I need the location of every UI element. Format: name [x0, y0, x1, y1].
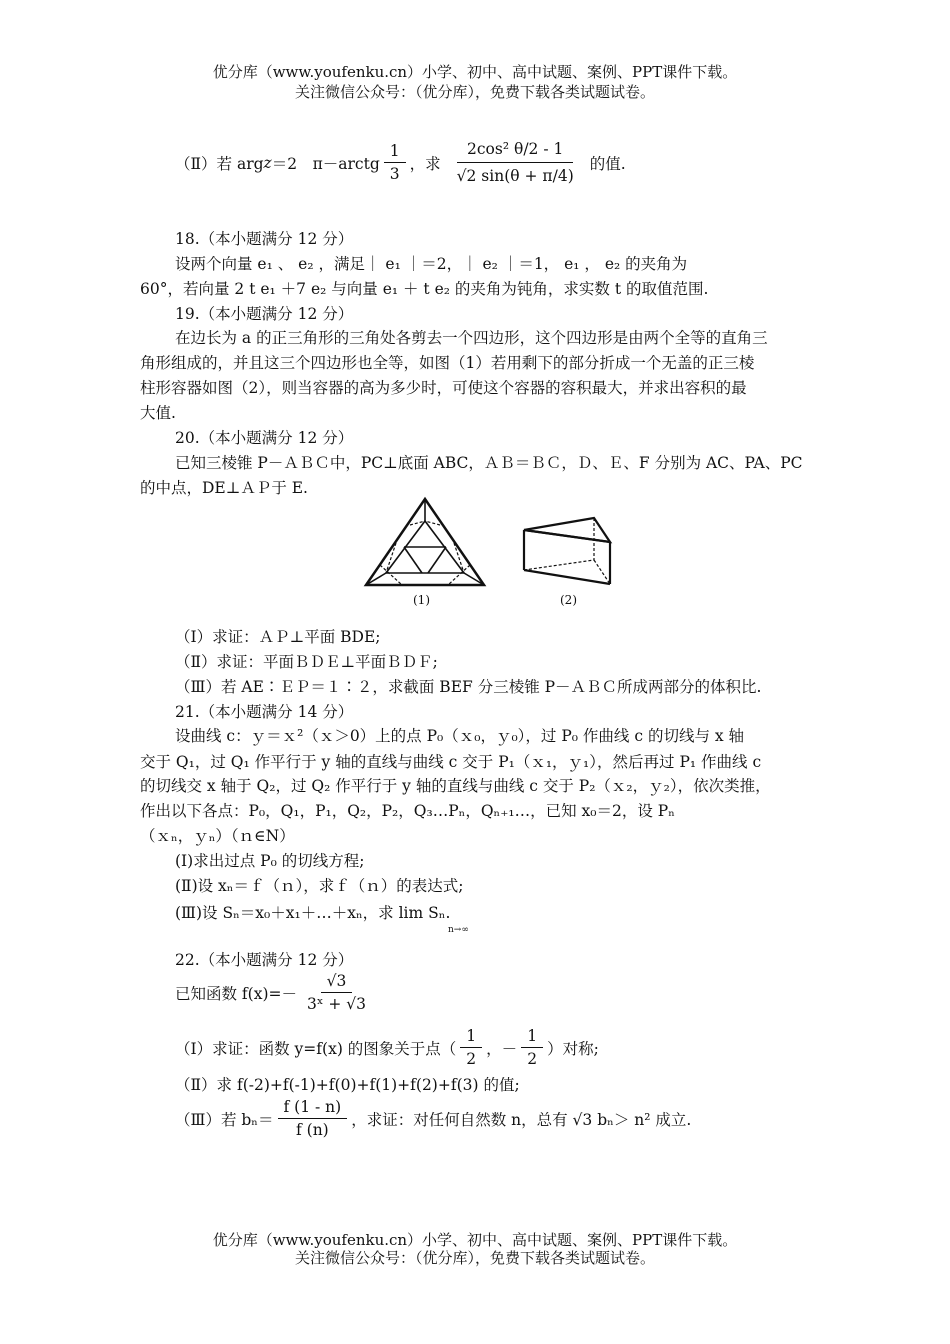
q20-line2: 的中点，DE⊥ＡＰ于 E.	[140, 479, 308, 497]
q19-line1: 在边长为 a 的正三角形的三角处各剪去一个四边形，这个四边形是由两个全等的直角三	[175, 329, 768, 347]
q22-title: 22.（本小题满分 12 分）	[175, 951, 354, 969]
q17-frac-one-third: $\frac{1}{3}$	[384, 142, 406, 183]
q21-lim-subscript: n→∞	[448, 925, 469, 935]
q19-line3: 柱形容器如图（2），则当容器的高为多少时，可使这个容器的容积最大，并求出容积的最	[140, 379, 747, 397]
q21-part2: (Ⅱ)设 xₙ＝ｆ（ｎ），求ｆ（ｎ）的表达式;	[175, 877, 464, 895]
q22-part3: （Ⅲ）若 bₙ＝ $\frac{f (1 - n)}{f (n)}$ ，求证：对任何自然数 n，总有 √3 bₙ＞ n² 成立.	[175, 1098, 692, 1139]
q20-part1: （Ⅰ）求证：ＡＰ⊥平面 BDE;	[175, 628, 381, 646]
q17-big-fraction: $\frac{\text{2cos² θ/2 ‑ 1}}{√2 \sin(\theta + \pi/4)}$	[447, 136, 584, 189]
q18-line2: 60°，若向量 2 t e₁ ＋7 e₂ 与向量 e₁ ＋ t e₂ 的夹角为钝角，求实数 t 的取值范围.	[140, 280, 709, 298]
q19-title: 19.（本小题满分 12 分）	[175, 305, 354, 323]
q21-line1: 设曲线 c：ｙ＝ｘ²（ｘ＞0）上的点 P₀（ｘ₀，ｙ₀），过 P₀ 作曲线 c 的切线与 x 轴	[175, 727, 745, 745]
q21-part3: (Ⅲ)设 Sₙ＝x₀＋x₁＋…＋xₙ，求 lim Sₙ.	[175, 904, 451, 922]
figure-2-prism	[520, 514, 615, 586]
q20-title: 20.（本小题满分 12 分）	[175, 429, 354, 447]
q21-line5: （ｘₙ，ｙₙ）（ｎ∈N）	[140, 827, 295, 845]
q21-line2: 交于 Q₁，过 Q₁ 作平行于 y 轴的直线与曲线 c 交于 P₁（ｘ₁，ｙ₁），然后再过 P₁ 作曲线 c	[140, 753, 762, 771]
q22-func-fraction: $\frac{√3}{\text{3ˣ + √3}}$	[307, 972, 367, 1013]
q20-part2: （Ⅱ）求证：平面ＢＤＥ⊥平面ＢＤＦ;	[175, 653, 438, 671]
q17-part2-mid: ＝2 π－arctg	[271, 154, 380, 173]
q17-part2-tail: ，求	[409, 154, 441, 173]
q17-end: 的值.	[589, 154, 626, 173]
q21-line4: 作出以下各点：P₀，Q₁，P₁，Q₂，P₂，Q₃…Pₙ，Qₙ₊₁…，已知 x₀＝2，设 Pₙ	[140, 802, 675, 820]
figure-2-label: (2)	[560, 593, 577, 607]
q17-part2: （Ⅱ）若 arg z ＝2 π－arctg $\frac{1}{3}$ ，求 $\frac{\text{2cos² θ/2 ‑ 1}}{√2 \sin(\theta + \pi/4)}$ 的值.	[175, 136, 855, 189]
q17-part2-prefix: （Ⅱ）若 arg	[175, 154, 264, 173]
header-line-2: 关注微信公众号：（优分库），免费下载各类试题试卷。	[294, 83, 655, 101]
q22-function: 已知函数 f(x)=－ $\frac{√3}{\text{3ˣ + √3}}$	[175, 972, 855, 1013]
q22-part2: （Ⅱ）求 f(-2)+f(-1)+f(0)+f(1)+f(2)+f(3) 的值;	[175, 1076, 520, 1094]
q20-line1: 已知三棱锥 P－ＡＢＣ中，PC⊥底面 ABC，ＡＢ＝ＢＣ，Ｄ、Ｅ、F 分别为 AC、PA、PC	[175, 454, 803, 472]
q21-title: 21.（本小题满分 14 分）	[175, 703, 354, 721]
footer-line-2: 关注微信公众号：（优分库），免费下载各类试题试卷。	[294, 1249, 655, 1267]
header-line-1: 优分库（www.youfenku.cn）小学、初中、高中试题、案例、PPT课件下载。	[212, 63, 738, 81]
q21-line3: 的切线交 x 轴于 Q₂，过 Q₂ 作平行于 y 轴的直线与曲线 c 交于 P₂（ｘ₂，ｙ₂），依次类推，	[140, 777, 771, 795]
q22-part1: （Ⅰ）求证：函数 y=f(x) 的图象关于点（ $\frac{1}{2}$ ，－ $\frac{1}{2}$ ）对称;	[175, 1027, 599, 1068]
q19-line4: 大值.	[140, 404, 176, 422]
figure-1-triangle	[362, 495, 488, 590]
q20-part3: （Ⅲ）若 AE∶ＥＰ＝１∶２，求截面 BEF 分三棱锥 P－ＡＢＣ所成两部分的体积比.	[175, 678, 762, 696]
footer-line-1: 优分库（www.youfenku.cn）小学、初中、高中试题、案例、PPT课件下载。	[212, 1231, 738, 1249]
figure-1-label: (1)	[413, 593, 430, 607]
q19-line2: 角形组成的，并且这三个四边形也全等，如图（1）若用剩下的部分折成一个无盖的正三棱	[140, 354, 755, 372]
q21-part1: (Ⅰ)求出过点 P₀ 的切线方程;	[175, 852, 365, 870]
q18-line1: 设两个向量 e₁ 、 e₂ ，满足｜ e₁ ｜＝2，｜ e₂ ｜＝1， e₁ ， e₂ 的夹角为	[175, 255, 688, 273]
q18-title: 18.（本小题满分 12 分）	[175, 230, 354, 248]
